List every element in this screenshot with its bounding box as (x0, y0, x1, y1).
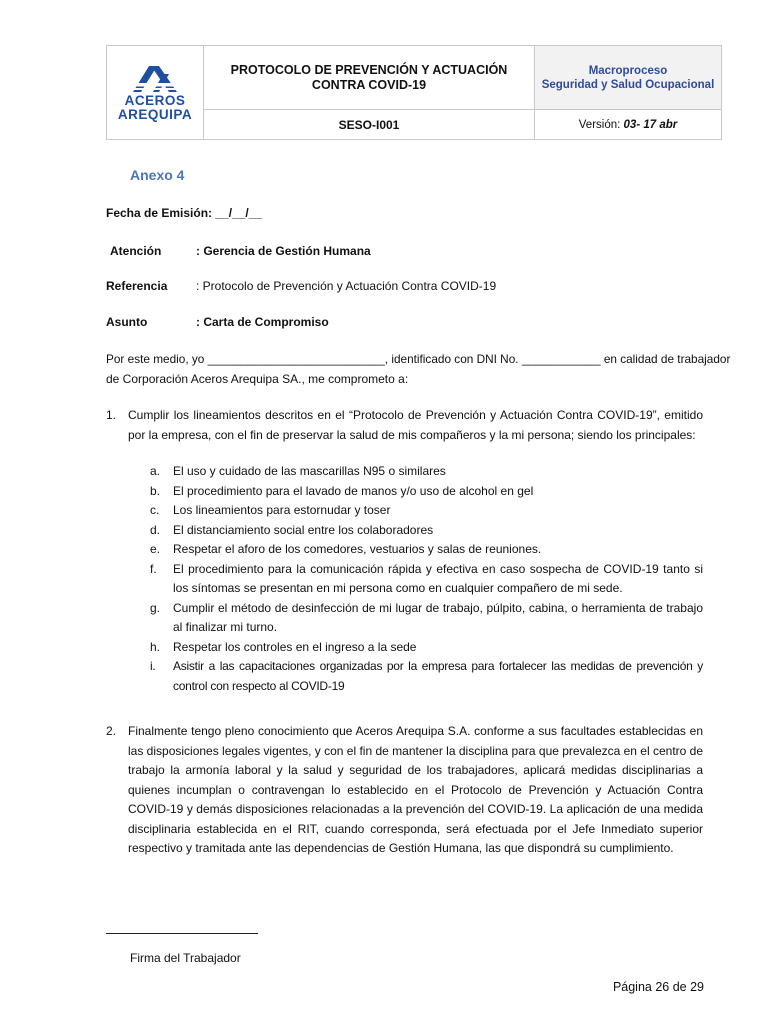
list-text: El procedimiento para el lavado de manos y/o uso de alcohol en gel (173, 483, 534, 498)
version-value: 03- 17 abr (623, 118, 678, 131)
field-label: Referencia (106, 279, 168, 293)
version-label: Versión: (578, 118, 621, 131)
list-item (150, 521, 703, 541)
list-text: Finalmente tengo pleno conocimiento que Aceros Arequipa S.A. conforme a sus facultades establecidas en las disposiciones legales vigentes, y con el fin de mantener la disciplina para que prevalezca en el centro de trabajo la armonía laboral y la salud y seguridad de los trabajadores, aplicará medidas disciplinarias a quienes incumplan o contravengan lo establecido en el Protocolo de Prevención y Actuación Contra COVID-19 y demás disposiciones relacionadas a la prevención del COVID-19. La aplicación de una medida disciplinaria establecida en el RIT, cuando corresponda, será efectuada por el Jefe Inmediato superior respectivo y tramitada ante las dependencias de Gestión Humana, las que dispondrá su cumplimiento. (128, 724, 704, 855)
list-text: El uso y cuidado de las mascarillas N95 o similares (173, 464, 446, 478)
list-text: El procedimiento para la comunicación rápida y efectiva en caso sospecha de COVID-19 tanto si los síntomas se presentan en mi persona como en cualquier compañero de mi sede. (173, 561, 703, 595)
list-item (150, 482, 703, 502)
list-item (150, 599, 703, 638)
list-text: Los lineamientos para estornudar y toser (173, 503, 391, 517)
macro-line2: Seguridad y Salud Ocupacional (541, 78, 715, 91)
list-number: 1. (106, 408, 117, 422)
logo-line1: ACEROS (124, 92, 186, 108)
version-cell (535, 110, 722, 140)
list-item (150, 560, 703, 599)
list-text: Cumplir el método de desinfección de mi lugar de trabajo, púlpito, cabina, o herramienta de trabajo al finalizar mi turno. (173, 600, 703, 634)
list-letter: a. (150, 464, 161, 478)
list-item (150, 540, 703, 560)
annex-heading: Anexo 4 (130, 167, 185, 183)
page-number: Página 26 de 29 (612, 980, 704, 994)
list-letter: b. (150, 483, 161, 498)
field-label: Asunto (106, 315, 148, 329)
list-letter: i. (150, 659, 156, 673)
list-item-1 (106, 406, 703, 445)
list-item (150, 462, 703, 482)
list-item-2 (106, 722, 703, 859)
logo-line2: AREQUIPA (117, 106, 193, 122)
list-text: El distanciamiento social entre los colaboradores (173, 522, 434, 537)
list-text: Asistir a las capacitaciones organizadas por la empresa para fortalecer las medidas de prevención y control con respecto al COVID-19 (173, 659, 703, 693)
list-text: Respetar el aforo de los comedores, vestuarios y salas de reuniones. (173, 542, 542, 556)
list-text: Respetar los controles en el ingreso a la sede (173, 639, 417, 654)
title-line1: PROTOCOLO DE PREVENCIÓN Y ACTUACIÓN (230, 62, 508, 77)
signature-line (106, 933, 258, 934)
document-code: SESO-I001 (204, 110, 535, 140)
document-title (204, 46, 535, 110)
field-value: : Gerencia de Gestión Humana (196, 244, 371, 258)
field-value: : Protocolo de Prevención y Actuación Contra COVID-19 (196, 279, 497, 293)
logo-cell (107, 46, 204, 140)
logo-mark-icon (129, 64, 181, 94)
list-item (150, 657, 703, 696)
intro-line1: Por este medio, yo ___________________________, identificado con DNI No. ____________ en calidad de trabajador (106, 352, 731, 366)
document-header (106, 45, 722, 140)
list-item (150, 501, 703, 521)
macroproceso-cell (535, 46, 722, 110)
list-letter: e. (150, 542, 161, 556)
issue-date: Fecha de Emisión: __/__/__ (106, 206, 263, 220)
sub-list (150, 462, 703, 696)
list-letter: c. (150, 503, 160, 517)
macro-line1: Macroproceso (588, 64, 668, 77)
signature-label: Firma del Trabajador (130, 951, 241, 965)
field-value: : Carta de Compromiso (196, 315, 329, 329)
title-line2: CONTRA COVID-19 (311, 77, 427, 92)
list-letter: g. (150, 600, 161, 615)
intro-paragraph (106, 350, 731, 389)
list-number: 2. (106, 724, 117, 738)
field-label: Atención (110, 244, 162, 258)
list-item (150, 638, 703, 658)
list-letter: h. (150, 639, 161, 654)
aceros-arequipa-logo (107, 64, 203, 122)
intro-line2: de Corporación Aceros Arequipa SA., me comprometo a: (106, 371, 409, 386)
list-letter: d. (150, 522, 161, 537)
list-letter: f. (150, 561, 157, 576)
list-text: Cumplir los lineamientos descritos en el “Protocolo de Prevención y Actuación Contra COVID-19”, emitido por la empresa, con el fin de preservar la salud de mis compañeros y la mi persona; siendo los principales: (128, 408, 703, 442)
